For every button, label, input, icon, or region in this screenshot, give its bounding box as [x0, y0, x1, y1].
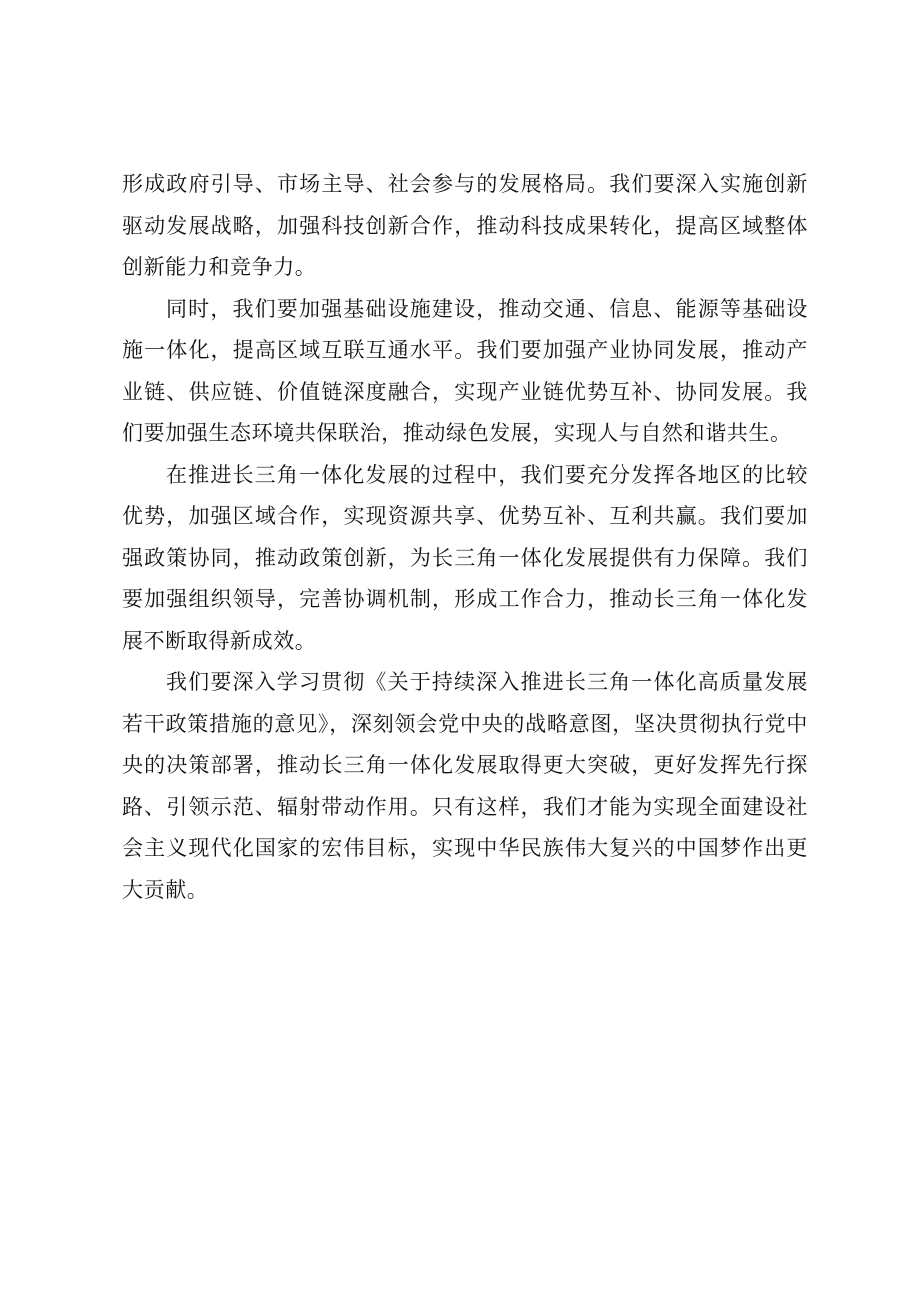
paragraph-continued: 形成政府引导、市场主导、社会参与的发展格局。我们要深入实施创新驱动发展战略，加强科技创新合作，推动科技成果转化，提高区域整体创新能力和竞争力。: [122, 172, 808, 279]
document-body: [122, 164, 808, 911]
paragraph-conclusion: 我们要深入学习贯彻《关于持续深入推进长三角一体化高质量发展若干政策措施的意见》，深刻领会党中央的战略意图，坚决贯彻执行党中央的决策部署，推动长三角一体化发展取得更大突破，更好发挥先行探路、引领示范、辐射带动作用。只有这样，我们才能为实现全面建设社会主义现代化国家的宏伟目标，实现中华民族伟大复兴的中国梦作出更大贡献。: [122, 670, 808, 902]
paragraph-infrastructure: 同时，我们要加强基础设施建设，推动交通、信息、能源等基础设施一体化，提高区域互联互通水平。我们要加强产业协同发展，推动产业链、供应链、价值链深度融合，实现产业链优势互补、协同发展。我们要加强生态环境共保联治，推动绿色发展，实现人与自然和谐共生。: [122, 296, 808, 445]
paragraph-regional-cooperation: 在推进长三角一体化发展的过程中，我们要充分发挥各地区的比较优势，加强区域合作，实现资源共享、优势互补、互利共赢。我们要加强政策协同，推动政策创新，为长三角一体化发展提供有力保障。我们要加强组织领导，完善协调机制，形成工作合力，推动长三角一体化发展不断取得新成效。: [122, 462, 808, 653]
